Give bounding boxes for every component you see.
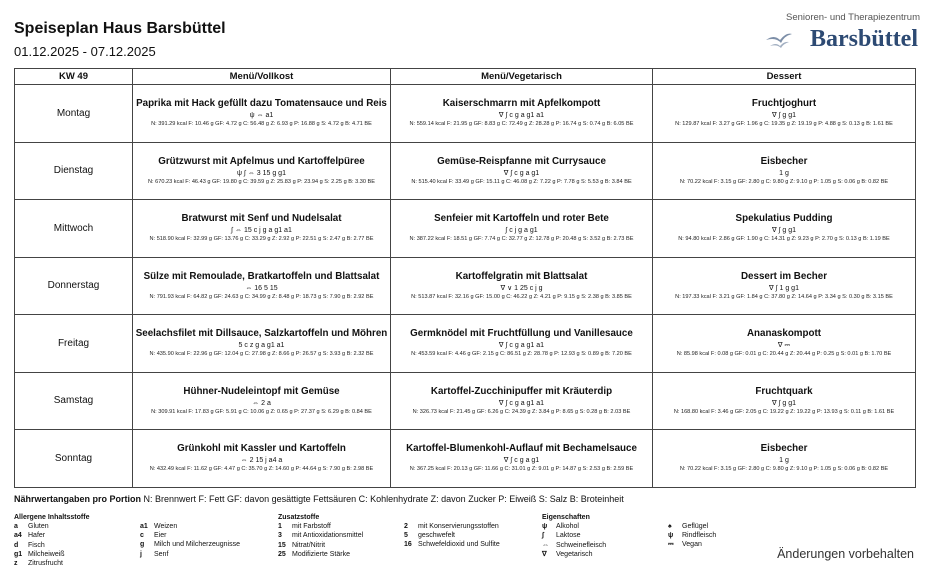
table-row <box>15 315 916 373</box>
additives-legend <box>278 513 363 559</box>
dish-nutrition: N: 435.90 kcal F: 22.96 g GF: 12.04 g C: 27.98 g Z: 8.66 g P: 26.57 g S: 3.93 g B: 2.32 BE <box>149 351 374 358</box>
day-cell: Donnerstag <box>15 257 133 315</box>
dish-name: Dessert im Becher <box>740 270 828 282</box>
legend-code: 16 <box>404 541 412 549</box>
table-row <box>15 430 916 488</box>
dish-codes: ⇔ 2 a <box>252 399 271 407</box>
main-menu-cell <box>133 315 391 373</box>
dish-codes: ⇔ 16 5 15 <box>245 284 278 292</box>
date-range: 01.12.2025 - 07.12.2025 <box>14 44 156 59</box>
logo <box>760 12 920 58</box>
table-header-row <box>15 69 916 85</box>
dish-nutrition: N: 513.87 kcal F: 32.16 g GF: 15.00 g C: 46.22 g Z: 4.21 g P: 9.15 g S: 2.38 g B: 3.85 BE <box>411 293 632 300</box>
dish-codes: ψ ⇔ a1 <box>249 112 274 120</box>
day-cell: Mittwoch <box>15 200 133 258</box>
legend-code: z <box>14 560 18 568</box>
dish-nutrition: N: 387.22 kcal F: 18.51 g GF: 7.74 g C: 32.77 g Z: 12.78 g P: 20.48 g S: 3.52 g B: 2.73 BE <box>409 236 634 243</box>
legend-label: Eier <box>154 532 167 540</box>
legend-item <box>278 531 363 540</box>
legend-item <box>14 559 89 568</box>
dish-nutrition: N: 453.59 kcal F: 4.46 g GF: 2.15 g C: 86.51 g Z: 28.78 g P: 12.93 g S: 0.89 g B: 7.20 BE <box>411 351 632 358</box>
legend-code: ∫ <box>542 532 544 540</box>
legend-item <box>140 550 240 559</box>
legend-code: g <box>140 541 145 549</box>
legend-label: Weizen <box>154 523 178 530</box>
dish-codes: ψ ∫ ⇔ 3 15 g g1 <box>237 169 286 177</box>
dish-codes: ∇ ∫ g g1 <box>771 399 797 407</box>
allergens-heading: Allergene Inhaltsstoffe <box>14 514 90 521</box>
dish-name: Eisbecher <box>760 443 808 455</box>
legend-label: Geflügel <box>682 523 709 530</box>
legend-label: Zitrusfrucht <box>28 560 64 568</box>
legend-code: ψ <box>668 532 674 540</box>
legend-code: 15 <box>278 541 286 549</box>
dish-codes: ∇ ⎓ <box>777 342 791 350</box>
day-cell: Freitag <box>15 315 133 373</box>
allergens-legend <box>14 513 89 568</box>
dish-codes: ∇ ∫ c g a g1 <box>503 169 540 177</box>
dish-name: Kartoffel-Zucchinipuffer mit Kräuterdip <box>430 385 613 397</box>
column-header-vollkost: Menü/Vollkost <box>133 69 391 85</box>
nutrition-legend-label: Nährwertangaben pro Portion <box>14 494 142 504</box>
legend-item <box>542 522 606 531</box>
logo-name: Barsbüttel <box>810 26 918 52</box>
veg-menu-cell <box>391 85 653 143</box>
legend-item <box>14 541 89 550</box>
dessert-menu-cell <box>653 315 916 373</box>
legend-code: ⇔ <box>542 541 549 549</box>
dessert-menu-cell <box>653 430 916 488</box>
legend-item <box>140 540 240 549</box>
legend-label: Rindfleisch <box>682 532 717 540</box>
veg-menu-cell <box>391 372 653 430</box>
legend-item <box>668 531 716 540</box>
menu-table <box>14 68 916 488</box>
legend-code: c <box>140 532 144 540</box>
main-menu-cell <box>133 85 391 143</box>
legend-item <box>278 522 363 531</box>
legend-item <box>140 522 240 531</box>
legend-item <box>668 540 716 549</box>
dish-name: Ananaskompott <box>746 328 822 340</box>
page-title: Speiseplan Haus Barsbüttel <box>14 20 226 37</box>
legend-code: ψ <box>542 523 548 531</box>
dish-name: Fruchtquark <box>755 385 813 397</box>
main-menu-cell <box>133 372 391 430</box>
legend-label: Nitrat/Nitrit <box>292 541 326 549</box>
dish-name: Grünkohl mit Kassler und Kartoffeln <box>177 443 346 455</box>
column-header-week: KW 49 <box>15 69 133 85</box>
dish-codes: 5 c z g a g1 a1 <box>238 342 285 350</box>
legend-code: j <box>140 550 142 558</box>
legend-item <box>542 541 606 550</box>
legend-item <box>404 522 500 531</box>
table-row <box>15 142 916 200</box>
dish-nutrition: N: 70.22 kcal F: 3.15 g GF: 2.80 g C: 9.80 g Z: 9.10 g P: 1.05 g S: 0.06 g B: 0.82 BE <box>679 178 889 185</box>
legend-label: mit Konservierungsstoffen <box>418 523 499 530</box>
day-cell: Dienstag <box>15 142 133 200</box>
table-row <box>15 200 916 258</box>
dish-nutrition: N: 70.22 kcal F: 3.15 g GF: 2.80 g C: 9.80 g Z: 9.10 g P: 1.05 g S: 0.06 g B: 0.82 BE <box>679 466 889 473</box>
allergens-legend-col2 <box>140 522 240 559</box>
dish-nutrition: N: 85.98 kcal F: 0.08 g GF: 0.01 g C: 20.44 g Z: 20.44 g P: 0.25 g S: 0.01 g B: 1.70 BE <box>676 351 892 358</box>
dessert-menu-cell <box>653 85 916 143</box>
legend-code: ∇ <box>542 550 547 558</box>
dish-codes: ∇ ∨ 1 25 c j g <box>500 284 543 292</box>
legend-label: Senf <box>154 550 169 558</box>
legend-code: a1 <box>140 523 148 530</box>
legend-code: 2 <box>404 523 408 530</box>
table-row <box>15 372 916 430</box>
dessert-menu-cell <box>653 142 916 200</box>
column-header-vegetarisch: Menü/Vegetarisch <box>391 69 653 85</box>
legend-label: Vegetarisch <box>556 550 593 558</box>
main-menu-cell <box>133 142 391 200</box>
legend-code: a4 <box>14 532 22 540</box>
legend-label: Milcheiweiß <box>28 550 65 558</box>
veg-menu-cell <box>391 430 653 488</box>
legend-label: Modifizierte Stärke <box>292 550 350 558</box>
dish-nutrition: N: 518.90 kcal F: 32.99 g GF: 13.76 g C: 33.29 g Z: 2.92 g P: 22.51 g S: 2.47 g B: 2.77 BE <box>149 236 374 243</box>
dish-codes: ⇔ 2 15 j a4 a <box>240 457 283 465</box>
dish-codes: ∇ ∫ c g a g1 a1 <box>498 399 545 407</box>
table-row <box>15 257 916 315</box>
dessert-menu-cell <box>653 372 916 430</box>
dessert-menu-cell <box>653 200 916 258</box>
veg-menu-cell <box>391 200 653 258</box>
dish-nutrition: N: 197.33 kcal F: 3.21 g GF: 1.84 g C: 37.80 g Z: 14.64 g P: 3.34 g S: 0.30 g B: 3.15 BE <box>675 293 893 300</box>
legend-label: Schwefeldioxid und Sulfite <box>418 541 500 549</box>
birds-icon <box>764 28 794 52</box>
veg-menu-cell <box>391 257 653 315</box>
dish-nutrition: N: 367.25 kcal F: 20.13 g GF: 11.66 g C: 31.01 g Z: 9.01 g P: 14.87 g S: 2.53 g B: 2.59 BE <box>409 466 634 473</box>
dish-name: Eisbecher <box>760 155 808 167</box>
veg-menu-cell <box>391 315 653 373</box>
main-menu-cell <box>133 257 391 315</box>
day-cell: Montag <box>15 85 133 143</box>
legend-item <box>278 550 363 559</box>
table-row <box>15 85 916 143</box>
legend-item <box>14 522 89 531</box>
dish-codes: ∇ ∫ 1 g g1 <box>769 284 799 292</box>
legend-item <box>278 541 363 550</box>
dish-name: Bratwurst mit Senf und Nudelsalat <box>181 213 342 225</box>
dish-nutrition: N: 670.23 kcal F: 46.43 g GF: 19.80 g C: 39.59 g Z: 25.83 g P: 23.94 g S: 2.25 g B: 3.30 BE <box>147 178 375 185</box>
legend-label: Fisch <box>28 541 45 549</box>
main-menu-cell <box>133 200 391 258</box>
column-header-dessert: Dessert <box>653 69 916 85</box>
nutrition-legend-text: N: Brennwert F: Fett GF: davon gesättigte Fettsäuren C: Kohlenhydrate Z: davon Zucker P: Eiweiß S: Salz B: Broteinheit <box>143 494 624 504</box>
dessert-menu-cell <box>653 257 916 315</box>
legend-label: Laktose <box>556 532 581 540</box>
dish-name: Kartoffel-Blumenkohl-Auflauf mit Bechamelsauce <box>406 443 637 455</box>
legend-item <box>140 531 240 540</box>
dish-name: Hühner-Nudeleintopf mit Gemüse <box>183 385 340 397</box>
dish-codes: ∇ ∫ c g a g1 a1 <box>498 112 545 120</box>
legend-label: Vegan <box>682 541 702 549</box>
changes-reserved-note: Änderungen vorbehalten <box>777 547 914 561</box>
day-cell: Samstag <box>15 372 133 430</box>
additives-legend-col2 <box>404 522 500 550</box>
dish-nutrition: N: 326.73 kcal F: 21.45 g GF: 6.26 g C: 24.39 g Z: 3.84 g P: 8.65 g S: 0.28 g B: 2.03 BE <box>412 408 631 415</box>
dish-nutrition: N: 129.87 kcal F: 3.27 g GF: 1.96 g C: 19.35 g Z: 19.19 g P: 4.88 g S: 0.13 g B: 1.61 BE <box>675 121 893 128</box>
dish-codes: ∇ ∫ c g a g1 a1 <box>498 342 545 350</box>
legend-label: Milch und Milcherzeugnisse <box>154 541 240 549</box>
legend-label: Schweinefleisch <box>556 541 607 549</box>
dish-name: Fruchtjoghurt <box>751 98 817 110</box>
legend-code: d <box>14 541 19 549</box>
nutrition-legend <box>14 494 624 504</box>
dish-name: Senfeier mit Kartoffeln und roter Bete <box>434 213 609 225</box>
dish-name: Spekulatius Pudding <box>735 213 833 225</box>
legend-item <box>542 550 606 559</box>
day-cell: Sonntag <box>15 430 133 488</box>
legend-label: Gluten <box>28 523 49 531</box>
legend-label: mit Farbstoff <box>292 523 331 531</box>
logo-subtitle: Senioren- und Therapiezentrum <box>786 12 920 23</box>
dish-nutrition: N: 515.40 kcal F: 33.49 g GF: 15.11 g C: 46.08 g Z: 7.22 g P: 7.78 g S: 5.53 g B: 3.84 BE <box>411 178 632 185</box>
dish-name: Kaiserschmarrn mit Apfelkompott <box>442 98 601 110</box>
legend-code: 3 <box>278 532 282 540</box>
properties-legend-col2 <box>668 522 716 550</box>
dish-name: Paprika mit Hack gefüllt dazu Tomatensauce und Reis <box>136 98 387 110</box>
dish-name: Kartoffelgratin mit Blattsalat <box>455 270 588 282</box>
dish-name: Gemüse-Reispfanne mit Currysauce <box>437 155 606 167</box>
legend-item <box>542 531 606 540</box>
legend-label: Alkohol <box>556 523 579 531</box>
dish-codes: ∇ ∫ g g1 <box>771 112 797 120</box>
legend-code: 5 <box>404 532 408 540</box>
legend-item <box>14 550 89 559</box>
legend-item <box>404 540 500 549</box>
legend-code: ⎓ <box>668 541 674 549</box>
dish-codes: ∫ ⇔ 15 c j g a g1 a1 <box>231 227 292 235</box>
additives-heading: Zusatzstoffe <box>278 514 320 521</box>
dish-codes: 1 g <box>779 169 789 177</box>
dish-nutrition: N: 94.80 kcal F: 2.86 g GF: 1.90 g C: 14.31 g Z: 9.23 g P: 2.70 g S: 0.13 g B: 1.19 BE <box>678 236 890 243</box>
dish-nutrition: N: 309.91 kcal F: 17.83 g GF: 5.91 g C: 10.06 g Z: 0.65 g P: 27.37 g S: 6.29 g B: 0.84 BE <box>151 408 372 415</box>
dish-name: Seelachsfilet mit Dillsauce, Salzkartoffeln und Möhren <box>135 328 388 340</box>
dish-codes: ∇ ∫ g g1 <box>771 227 797 235</box>
dish-codes: ∫ c j g a g1 <box>505 227 538 235</box>
legend-item <box>14 531 89 540</box>
legend-item <box>404 531 500 540</box>
legend-label: Hafer <box>28 532 46 540</box>
dish-name: Sülze mit Remoulade, Bratkartoffeln und Blattsalat <box>143 270 380 282</box>
veg-menu-cell <box>391 142 653 200</box>
dish-nutrition: N: 791.93 kcal F: 64.82 g GF: 24.63 g C: 34.99 g Z: 8.48 g P: 18.73 g S: 7.90 g B: 2.92 BE <box>149 293 374 300</box>
properties-heading: Eigenschaften <box>542 514 590 521</box>
dish-nutrition: N: 432.49 kcal F: 11.62 g GF: 4.47 g C: 35.70 g Z: 14.60 g P: 44.64 g S: 7.90 g B: 2.98 BE <box>149 466 374 473</box>
legend-code: 1 <box>278 523 282 531</box>
legend-code: a <box>14 523 18 531</box>
dish-name: Germknödel mit Fruchtfüllung und Vanillesauce <box>410 328 633 340</box>
dish-codes: ∇ ∫ c g a g1 <box>503 457 540 465</box>
dish-nutrition: N: 559.14 kcal F: 21.95 g GF: 8.83 g C: 72.49 g Z: 28.28 g P: 16.74 g S: 0.74 g B: 6.05 BE <box>409 121 634 128</box>
dish-nutrition: N: 168.80 kcal F: 3.46 g GF: 2.05 g C: 19.22 g Z: 19.22 g P: 13.93 g S: 0.11 g B: 1.61 BE <box>673 408 895 415</box>
legend-item <box>668 522 716 531</box>
main-menu-cell <box>133 430 391 488</box>
dish-codes: 1 g <box>779 457 789 465</box>
dish-nutrition: N: 391.29 kcal F: 10.46 g GF: 4.72 g C: 56.48 g Z: 6.93 g P: 16.88 g S: 4.72 g B: 4.71 BE <box>151 121 372 128</box>
properties-legend <box>542 513 606 559</box>
legend-code: 25 <box>278 550 286 558</box>
legend-code: ♠ <box>668 523 672 530</box>
legend-label: mit Antioxidationsmittel <box>292 532 364 540</box>
legend-code: g1 <box>14 550 23 558</box>
dish-name: Grützwurst mit Apfelmus und Kartoffelpüree <box>158 155 365 167</box>
legend-label: geschwefelt <box>418 532 455 540</box>
